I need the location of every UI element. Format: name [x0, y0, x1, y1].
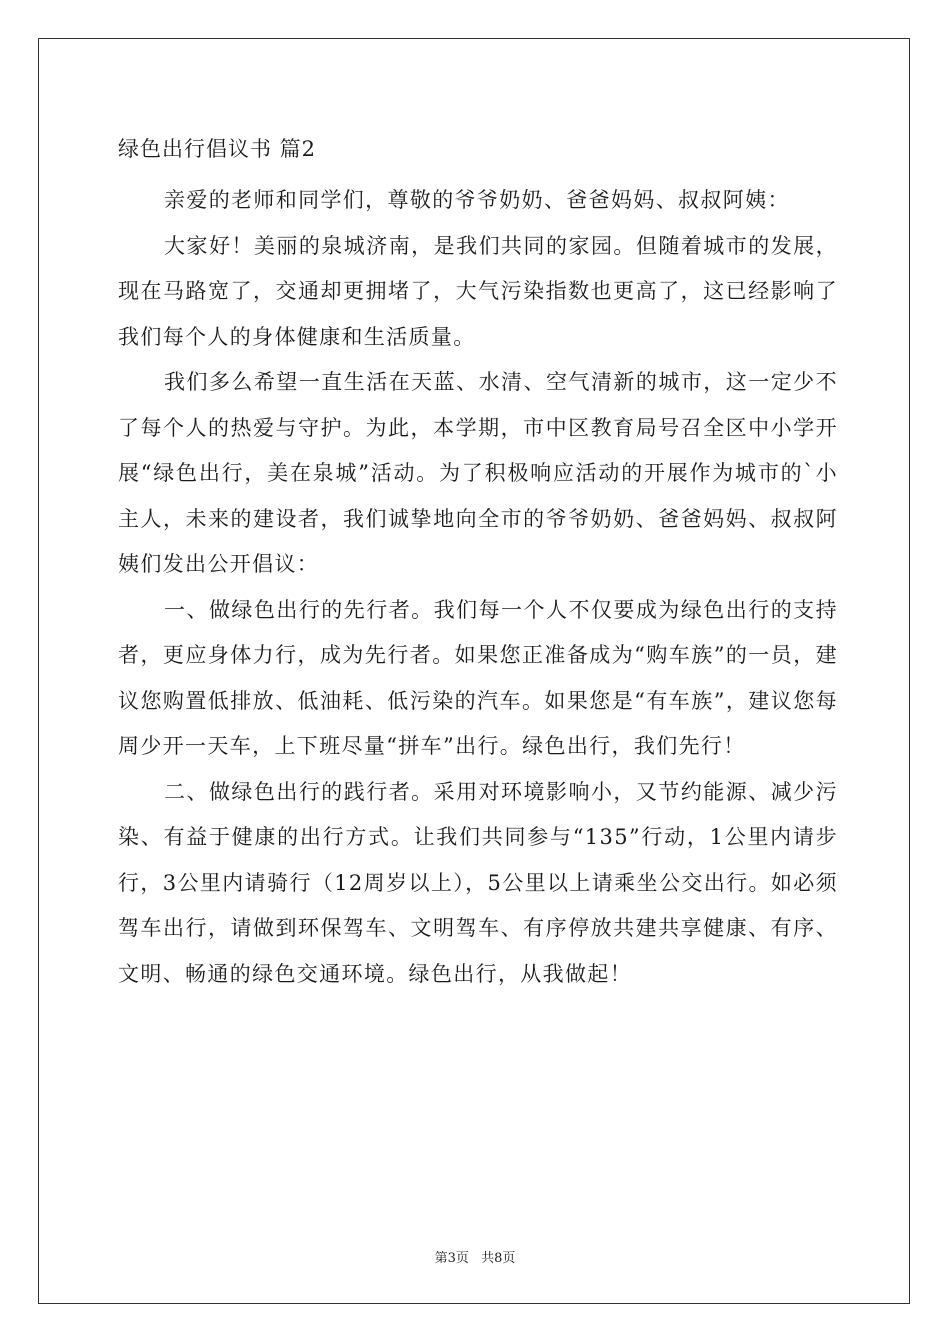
- page-number-total: 共8页: [481, 1251, 516, 1266]
- document-body: [118, 126, 838, 997]
- document-title: 绿色出行倡议书 篇2: [118, 137, 317, 161]
- page-number-current: 第3页: [434, 1251, 469, 1266]
- paragraph-greeting: 大家好！美丽的泉城济南，是我们共同的家园。但随着城市的发展，现在马路宽了，交通却更拥堵了，大气污染指数也更高了，这已经影响了我们每个人的身体健康和生活质量。: [118, 233, 838, 349]
- paragraph-point-two: 二、做绿色出行的践行者。采用对环境影响小，又节约能源、减少污染、有益于健康的出行方式。让我们共同参与“135”行动，1公里内请步行，3公里内请骑行（12周岁以上），5公里以上请乘坐公交出行。如必须驾车出行，请做到环保驾车、文明驾车、有序停放共建共享健康、有序、文明、畅通的绿色交通环境。绿色出行，从我做起！: [118, 779, 838, 986]
- paragraph-salutation: 亲爱的老师和同学们，尊敬的爷爷奶奶、爸爸妈妈、叔叔阿姨：: [164, 188, 790, 212]
- page-footer: [0, 1247, 950, 1266]
- paragraph-point-one: 一、做绿色出行的先行者。我们每一个人不仅要成为绿色出行的支持者，更应身体力行，成为先行者。如果您正准备成为“购车族”的一员，建议您购置低排放、低油耗、低污染的汽车。如果您是“有车族”，建议您每周少开一天车，上下班尽量“拼车”出行。绿色出行，我们先行！: [118, 597, 838, 758]
- paragraph-appeal: 我们多么希望一直生活在天蓝、水清、空气清新的城市，这一定少不了每个人的热爱与守护。为此，本学期，市中区教育局号召全区中小学开展“绿色出行，美在泉城”活动。为了积极响应活动的开展作为城市的`小主人，未来的建设者，我们诚挚地向全市的爷爷奶奶、爸爸妈妈、叔叔阿姨们发出公开倡议：: [118, 370, 838, 576]
